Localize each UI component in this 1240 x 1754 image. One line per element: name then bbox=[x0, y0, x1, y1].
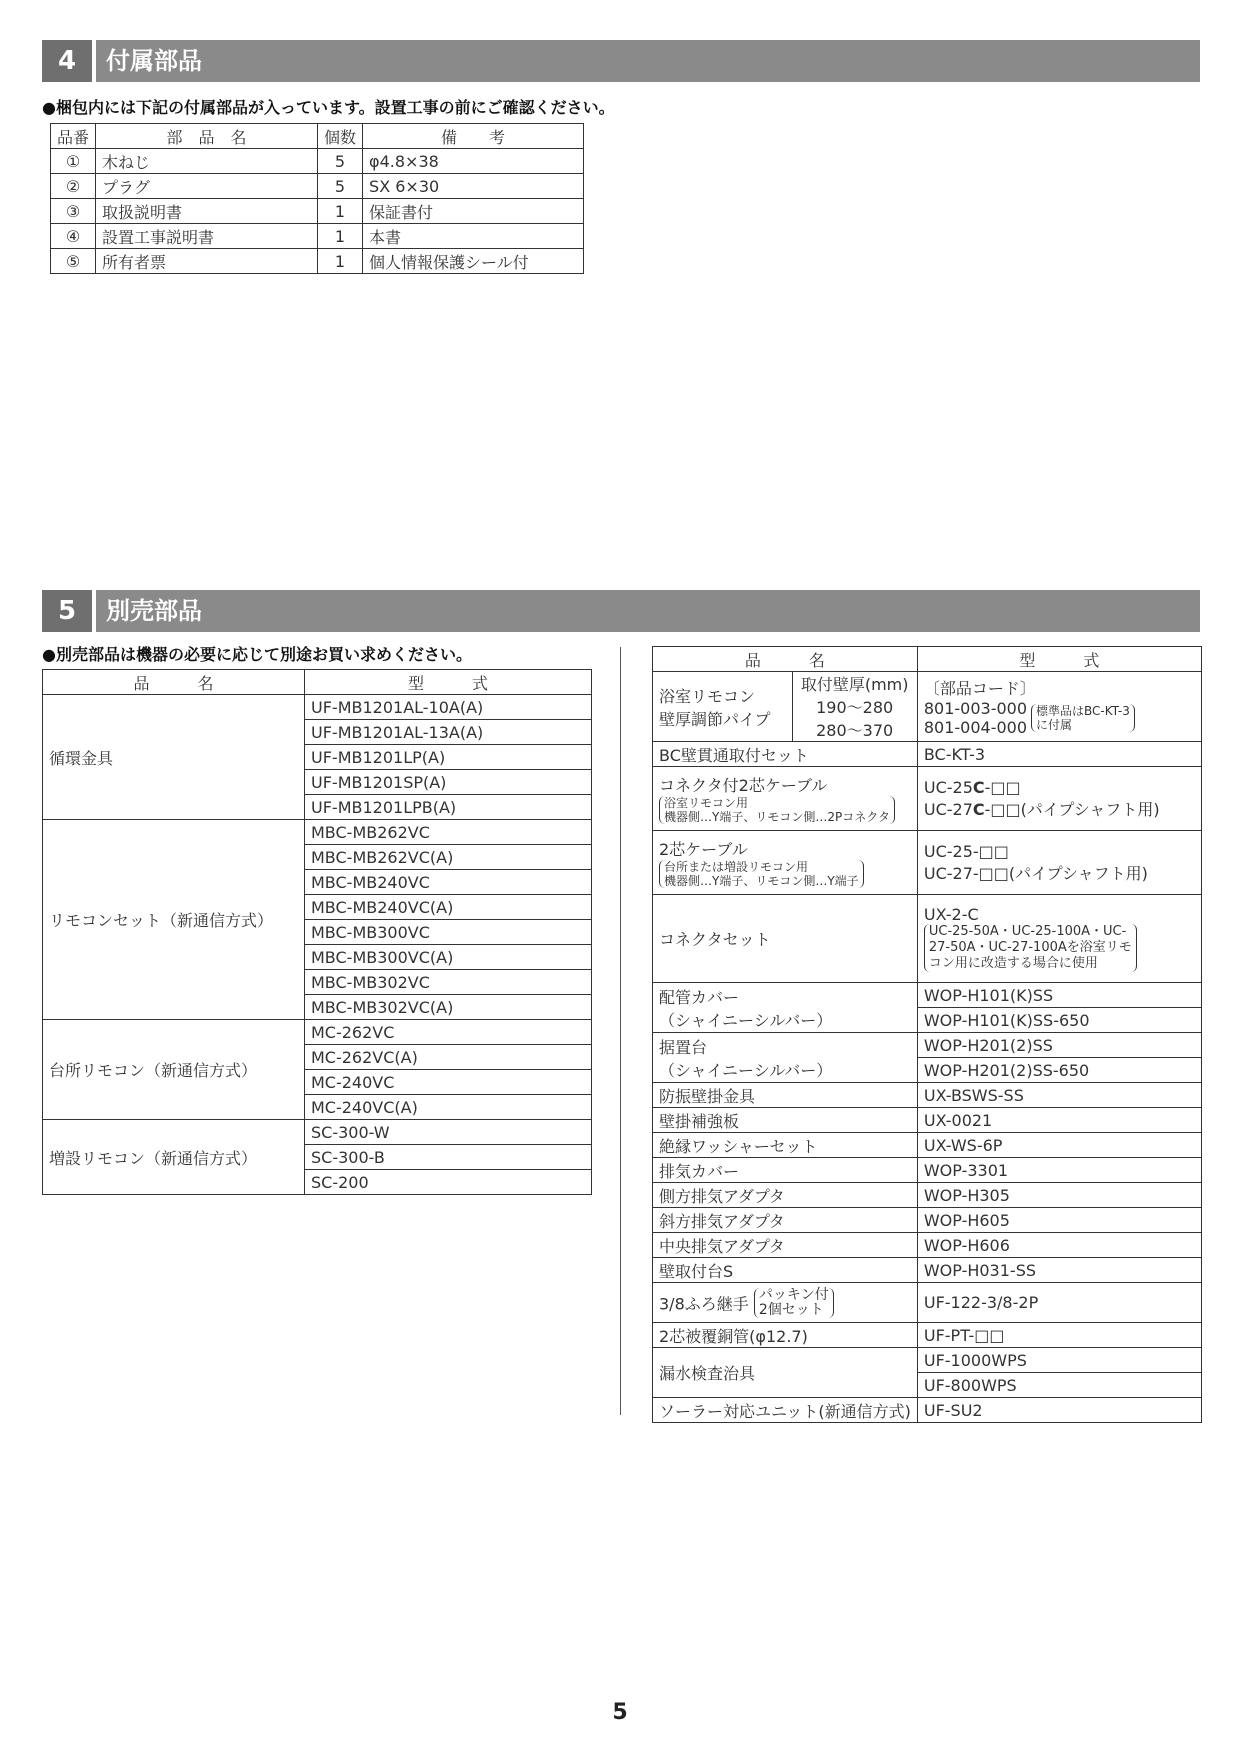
table-row bbox=[653, 672, 1202, 742]
optional-parts-left-table bbox=[42, 669, 592, 1195]
section-number: 5 bbox=[42, 590, 96, 632]
table-row bbox=[653, 895, 1202, 983]
table-row bbox=[51, 199, 584, 224]
remark-line: UC-25-50A・UC-25-100A・UC- bbox=[928, 924, 1127, 939]
model-text: UC-27-□□(パイプシャフト用) bbox=[923, 863, 1148, 883]
part-name-line: （シャイニーシルバー） bbox=[659, 1060, 833, 1080]
part-name: 斜方排気アダプタ bbox=[653, 1208, 918, 1233]
part-group-name: リモコンセット（新通信方式） bbox=[43, 820, 305, 1020]
table-row bbox=[51, 224, 584, 249]
code-remark bbox=[1031, 704, 1135, 732]
part-model bbox=[917, 672, 1201, 742]
column-divider bbox=[620, 647, 621, 1415]
part-model: UF-122-3/8-2P bbox=[917, 1283, 1201, 1323]
part-name: 絶縁ワッシャーセット bbox=[653, 1133, 918, 1158]
part-name-line: （シャイニーシルバー） bbox=[659, 1010, 833, 1030]
section-4-note: ●梱包内には下記の付属部品が入っています。設置工事の前にご確認ください。 bbox=[42, 98, 615, 117]
part-model: BC-KT-3 bbox=[917, 742, 1201, 767]
table-row bbox=[653, 742, 1202, 767]
part-name: 排気カバー bbox=[653, 1158, 918, 1183]
section-5-note: ●別売部品は機器の必要に応じて別途お買い求めください。 bbox=[42, 645, 472, 664]
col-header: 部 品 名 bbox=[96, 124, 318, 149]
part-name bbox=[653, 1033, 918, 1083]
col-header: 備 考 bbox=[363, 124, 584, 149]
table-row bbox=[653, 1323, 1202, 1348]
model-text: UC-27 bbox=[923, 799, 973, 819]
part-name: 壁取付台S bbox=[653, 1258, 918, 1283]
part-name: 防振壁掛金具 bbox=[653, 1083, 918, 1108]
item-no: ① bbox=[51, 149, 96, 174]
page-number: 5 bbox=[612, 1700, 628, 1725]
item-no: ② bbox=[51, 174, 96, 199]
table-row bbox=[43, 820, 592, 845]
part-name: 側方排気アダプタ bbox=[653, 1183, 918, 1208]
table-row bbox=[653, 1108, 1202, 1133]
part-model: MBC-MB300VC bbox=[305, 920, 592, 945]
part-model: UX-BSWS-SS bbox=[917, 1083, 1201, 1108]
part-code: 801-004-000 bbox=[923, 718, 1028, 737]
part-remark bbox=[754, 1288, 834, 1318]
table-row bbox=[51, 149, 584, 174]
part-model: SC-300-W bbox=[305, 1120, 592, 1145]
part-code: 801-003-000 bbox=[923, 699, 1028, 718]
remark-line: 27-50A・UC-27-100Aを浴室リモ bbox=[928, 940, 1132, 955]
remark-line: 2個セット bbox=[758, 1301, 824, 1318]
part-model: WOP-H201(2)SS bbox=[917, 1033, 1201, 1058]
part-name bbox=[653, 983, 918, 1033]
table-row bbox=[51, 174, 584, 199]
part-model: WOP-H605 bbox=[917, 1208, 1201, 1233]
part-model: UX-WS-6P bbox=[917, 1133, 1201, 1158]
optional-parts-right-table bbox=[652, 646, 1202, 1423]
part-model: WOP-H101(K)SS bbox=[917, 983, 1201, 1008]
part-remark bbox=[659, 796, 895, 824]
part-model: WOP-H201(2)SS-650 bbox=[917, 1058, 1201, 1083]
part-remark bbox=[924, 924, 1137, 972]
part-name: BC壁貫通取付セット bbox=[653, 742, 918, 767]
part-model: UX-0021 bbox=[917, 1108, 1201, 1133]
part-name-line: 3/8ふろ継手 bbox=[659, 1294, 749, 1313]
part-model: MBC-MB240VC bbox=[305, 870, 592, 895]
part-model: MC-240VC(A) bbox=[305, 1095, 592, 1120]
table-row bbox=[653, 1133, 1202, 1158]
part-model: UF-1000WPS bbox=[917, 1348, 1201, 1373]
table-row bbox=[43, 1020, 592, 1045]
item-name: 所有者票 bbox=[96, 249, 318, 274]
part-name: ソーラー対応ユニット(新通信方式) bbox=[653, 1398, 918, 1423]
part-model: UF-SU2 bbox=[917, 1398, 1201, 1423]
item-note: 保証書付 bbox=[363, 199, 584, 224]
item-no: ⑤ bbox=[51, 249, 96, 274]
section-title: 別売部品 bbox=[106, 597, 202, 625]
part-name: 中央排気アダプタ bbox=[653, 1233, 918, 1258]
col-header: 品 名 bbox=[653, 647, 918, 672]
model-text: -□□ bbox=[984, 777, 1021, 797]
item-note: 個人情報保護シール付 bbox=[363, 249, 584, 274]
table-row bbox=[653, 983, 1202, 1008]
table-row bbox=[653, 1033, 1202, 1058]
part-model: MC-240VC bbox=[305, 1070, 592, 1095]
part-model: UF-PT-□□ bbox=[917, 1323, 1201, 1348]
table-row bbox=[653, 1233, 1202, 1258]
model-text: UC-25 bbox=[923, 777, 973, 797]
col-header: 型 式 bbox=[305, 670, 592, 695]
part-group-name: 台所リモコン（新通信方式） bbox=[43, 1020, 305, 1120]
thickness-value: 280〜370 bbox=[816, 721, 894, 740]
model-text: UC-25-□□ bbox=[923, 841, 1009, 861]
part-name-line: 2芯ケーブル bbox=[659, 839, 748, 859]
part-model: MC-262VC bbox=[305, 1020, 592, 1045]
remark-line: 機器側…Y端子、リモコン側…Y端子 bbox=[664, 873, 859, 888]
wall-thickness bbox=[792, 672, 917, 742]
part-name bbox=[653, 767, 918, 831]
item-note: 本書 bbox=[363, 224, 584, 249]
part-name-line: コネクタ付2芯ケーブル bbox=[659, 775, 828, 795]
part-model bbox=[917, 767, 1201, 831]
remark-line: 台所または増設リモコン用 bbox=[664, 859, 809, 874]
item-note: SX 6×30 bbox=[363, 174, 584, 199]
part-name: 漏水検査治具 bbox=[653, 1348, 918, 1398]
item-no: ③ bbox=[51, 199, 96, 224]
part-model: SC-300-B bbox=[305, 1145, 592, 1170]
accessory-table bbox=[50, 123, 584, 274]
item-name: 木ねじ bbox=[96, 149, 318, 174]
model-text: -□□(パイプシャフト用) bbox=[984, 799, 1160, 819]
item-name: 取扱説明書 bbox=[96, 199, 318, 224]
item-qty: 1 bbox=[318, 224, 363, 249]
table-row bbox=[653, 1083, 1202, 1108]
part-model: UF-MB1201LPB(A) bbox=[305, 795, 592, 820]
item-qty: 1 bbox=[318, 249, 363, 274]
part-model: MBC-MB262VC bbox=[305, 820, 592, 845]
table-row bbox=[653, 1158, 1202, 1183]
item-no: ④ bbox=[51, 224, 96, 249]
thickness-value: 190〜280 bbox=[816, 698, 894, 717]
table-row bbox=[43, 695, 592, 720]
item-qty: 5 bbox=[318, 174, 363, 199]
table-row bbox=[653, 1283, 1202, 1323]
part-name-line: 壁厚調節パイプ bbox=[659, 709, 771, 729]
part-name: 2芯被覆銅管(φ12.7) bbox=[653, 1323, 918, 1348]
part-model: MBC-MB262VC(A) bbox=[305, 845, 592, 870]
col-header: 個数 bbox=[318, 124, 363, 149]
remark-line: 浴室リモコン用 bbox=[664, 795, 749, 810]
part-name: 壁掛補強板 bbox=[653, 1108, 918, 1133]
item-name: 設置工事説明書 bbox=[96, 224, 318, 249]
thickness-header: 取付壁厚(mm) bbox=[800, 675, 909, 694]
part-model: WOP-H305 bbox=[917, 1183, 1201, 1208]
model-text: UX-2-C bbox=[923, 905, 979, 924]
part-model: WOP-H101(K)SS-650 bbox=[917, 1008, 1201, 1033]
table-header-row bbox=[43, 670, 592, 695]
part-model: UF-MB1201AL-13A(A) bbox=[305, 720, 592, 745]
col-header: 型 式 bbox=[917, 647, 1201, 672]
part-model: MBC-MB300VC(A) bbox=[305, 945, 592, 970]
part-model: MC-262VC(A) bbox=[305, 1045, 592, 1070]
table-header-row bbox=[653, 647, 1202, 672]
section-4-header bbox=[42, 40, 1200, 82]
part-model: UF-MB1201SP(A) bbox=[305, 770, 592, 795]
table-row bbox=[653, 1348, 1202, 1373]
table-row bbox=[43, 1120, 592, 1145]
part-name: コネクタセット bbox=[653, 895, 918, 983]
remark-line: コン用に改造する場合に使用 bbox=[928, 956, 1098, 971]
model-text: C bbox=[972, 777, 985, 797]
table-row bbox=[653, 1183, 1202, 1208]
part-model: MBC-MB302VC bbox=[305, 970, 592, 995]
col-header: 品 名 bbox=[43, 670, 305, 695]
part-model: WOP-3301 bbox=[917, 1158, 1201, 1183]
remark-line: 機器側…Y端子、リモコン側…2Pコネクタ bbox=[664, 809, 890, 824]
item-qty: 5 bbox=[318, 149, 363, 174]
table-header-row bbox=[51, 124, 584, 149]
part-name-line: 浴室リモコン bbox=[659, 686, 756, 706]
part-group-name: 循環金具 bbox=[43, 695, 305, 820]
part-name bbox=[653, 831, 918, 895]
col-header: 品番 bbox=[51, 124, 96, 149]
part-name-line: 配管カバー bbox=[659, 987, 740, 1007]
item-qty: 1 bbox=[318, 199, 363, 224]
part-model: MBC-MB302VC(A) bbox=[305, 995, 592, 1020]
part-model: UF-MB1201AL-10A(A) bbox=[305, 695, 592, 720]
item-name: プラグ bbox=[96, 174, 318, 199]
table-row bbox=[653, 1258, 1202, 1283]
remark-line: に付属 bbox=[1036, 718, 1073, 732]
code-header: 〔部品コード〕 bbox=[923, 679, 1036, 698]
part-name-line: 据置台 bbox=[659, 1037, 708, 1057]
remark-line: パッキン付 bbox=[758, 1286, 829, 1303]
part-model: UF-MB1201LP(A) bbox=[305, 745, 592, 770]
part-remark bbox=[659, 860, 864, 888]
part-model bbox=[917, 895, 1201, 983]
section-5-header bbox=[42, 590, 1200, 632]
part-name bbox=[653, 672, 793, 742]
table-row bbox=[653, 831, 1202, 895]
item-note: φ4.8×38 bbox=[363, 149, 584, 174]
table-row bbox=[51, 249, 584, 274]
table-row bbox=[653, 1208, 1202, 1233]
section-number: 4 bbox=[42, 40, 96, 82]
part-model: MBC-MB240VC(A) bbox=[305, 895, 592, 920]
table-row bbox=[653, 1398, 1202, 1423]
part-model bbox=[917, 831, 1201, 895]
part-model: WOP-H031-SS bbox=[917, 1258, 1201, 1283]
table-row bbox=[653, 767, 1202, 831]
part-group-name: 増設リモコン（新通信方式） bbox=[43, 1120, 305, 1195]
remark-line: 標準品はBC-KT-3 bbox=[1036, 704, 1130, 718]
section-title: 付属部品 bbox=[106, 47, 202, 75]
part-model: UF-800WPS bbox=[917, 1373, 1201, 1398]
model-text: C bbox=[972, 799, 985, 819]
part-model: SC-200 bbox=[305, 1170, 592, 1195]
part-name bbox=[653, 1283, 918, 1323]
part-model: WOP-H606 bbox=[917, 1233, 1201, 1258]
